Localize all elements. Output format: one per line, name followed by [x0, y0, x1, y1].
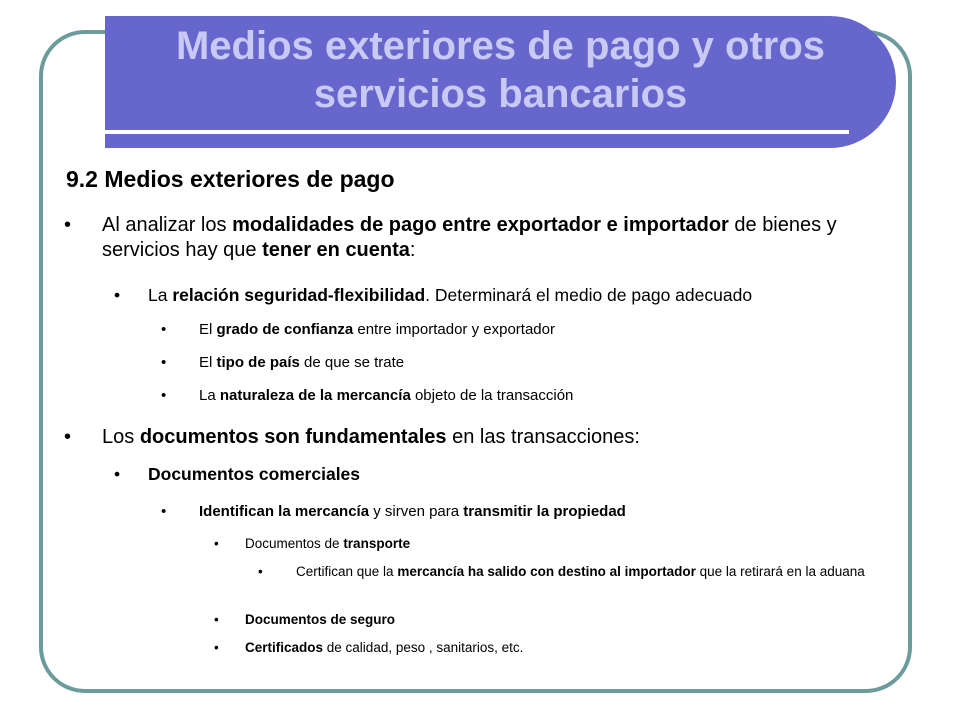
text-run: de calidad, peso , sanitarios, etc.: [323, 640, 524, 655]
bold-text-run: relación seguridad-flexibilidad: [172, 285, 426, 305]
bullet-text: [245, 611, 894, 628]
text-run: Certifican que la: [296, 564, 398, 579]
bold-text-run: Certificados: [245, 640, 324, 655]
bullet-text: [148, 463, 904, 485]
bullet-marker: •: [214, 640, 219, 655]
text-run: Al analizar los: [102, 214, 233, 236]
bold-text-run: tener en cuenta: [262, 239, 410, 261]
text-run: Documentos de: [245, 536, 344, 551]
text-run: . Determinará el medio de pago adecuado: [425, 285, 753, 305]
text-run: La: [148, 285, 173, 305]
bold-text-run: modalidades de pago entre exportador e importador: [232, 214, 729, 236]
text-run: en las transacciones:: [446, 426, 640, 448]
bold-text-run: transmitir la propiedad: [463, 503, 626, 520]
bullet-text: [245, 535, 894, 552]
bold-text-run: Documentos de seguro: [245, 612, 396, 627]
bold-text-run: Documentos comerciales: [148, 464, 361, 484]
text-run: entre importador y exportador: [353, 321, 555, 338]
bullet-item: [161, 386, 901, 405]
bullet-text: [199, 502, 901, 521]
bullet-marker: •: [258, 564, 263, 579]
bullet-item: [214, 535, 894, 552]
bullet-item: [114, 463, 904, 485]
bullet-marker: •: [214, 612, 219, 627]
bullet-item: [114, 284, 904, 306]
bullet-text: [199, 353, 901, 372]
bullet-text: [148, 284, 904, 306]
bullet-marker: •: [114, 285, 121, 305]
text-run: de bienes y servicios hay que: [102, 214, 837, 261]
bullet-marker: •: [161, 387, 167, 404]
bullet-marker: •: [161, 503, 167, 520]
text-run: que la retirará en la aduana: [695, 564, 865, 579]
bullet-text: [199, 320, 901, 339]
bullet-text: [296, 563, 903, 580]
bullet-marker: •: [161, 321, 167, 338]
bullet-text: [102, 425, 894, 450]
bullet-marker: •: [64, 426, 72, 448]
bullet-item: [64, 425, 894, 450]
bold-text-run: Identifican la mercancía: [199, 503, 370, 520]
bullet-text: [102, 213, 894, 263]
bold-text-run: tipo de país: [216, 354, 300, 371]
text-run: Los: [102, 426, 140, 448]
bullet-item: [161, 353, 901, 372]
text-run: El: [199, 354, 217, 371]
bullet-item: [64, 213, 894, 263]
bullet-marker: •: [114, 464, 121, 484]
section-heading: 9.2 Medios exteriores de pago: [66, 166, 395, 192]
slide-title: Medios exteriores de pago y otros servicios bancarios: [175, 24, 826, 116]
bold-text-run: grado de confianza: [216, 321, 354, 338]
text-run: de que se trate: [299, 354, 405, 371]
bullet-marker: •: [161, 354, 167, 371]
text-run: :: [409, 239, 416, 261]
bullet-item: [214, 611, 894, 628]
text-run: El: [199, 321, 217, 338]
bullet-item: [161, 502, 901, 521]
bold-text-run: documentos son fundamentales: [139, 426, 447, 448]
bold-text-run: naturaleza de la mercancía: [219, 387, 411, 404]
bullet-marker: •: [64, 214, 72, 236]
bullet-text: [245, 639, 894, 656]
bold-text-run: mercancía ha salido con destino al importador: [397, 564, 696, 579]
text-run: y sirven para: [369, 503, 464, 520]
bullet-item: [161, 320, 901, 339]
text-run: La: [199, 387, 220, 404]
text-run: objeto de la transacción: [410, 387, 574, 404]
bold-text-run: transporte: [343, 536, 411, 551]
bullet-item: [214, 639, 894, 656]
bullet-marker: •: [214, 536, 219, 551]
bullet-text: [199, 386, 901, 405]
bullet-item: [258, 563, 903, 580]
